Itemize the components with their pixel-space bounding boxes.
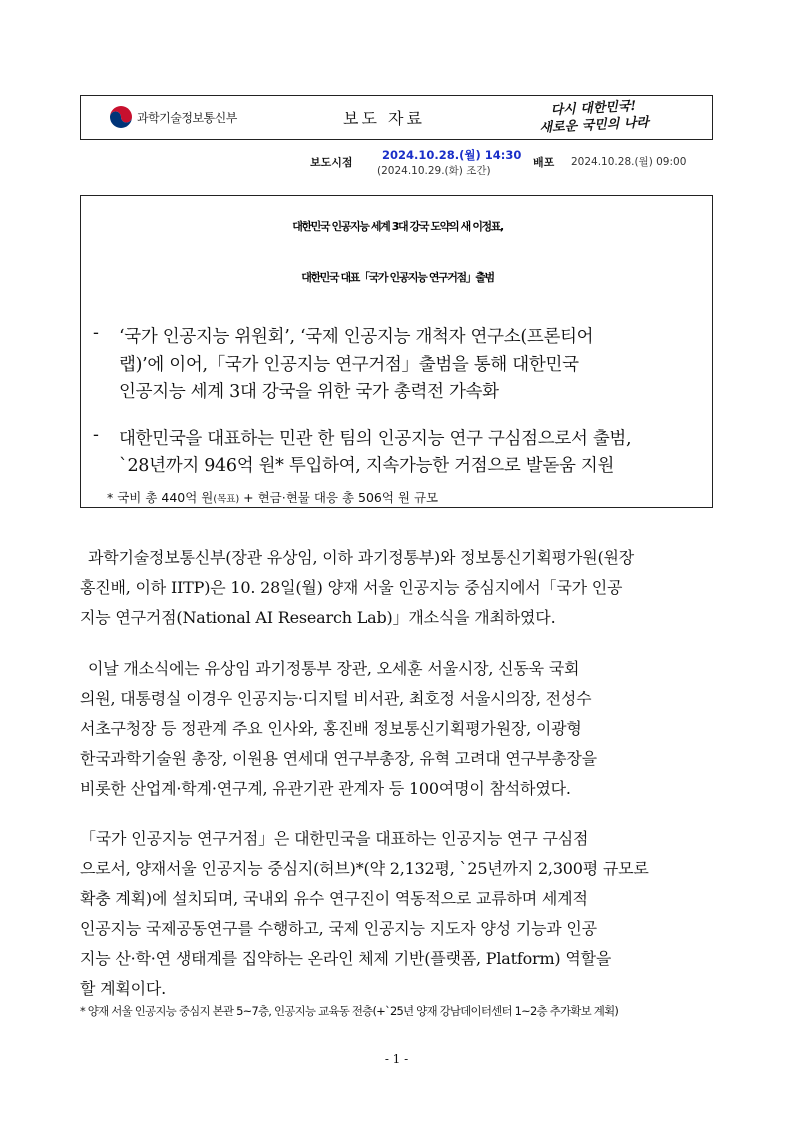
para3-line-4: 인공지능 국제공동연구를 수행하고, 국제 인공지능 지도자 양성 기능과 인공 <box>80 919 597 938</box>
body-footnote: * 양재 서울 인공지능 중심지 본관 5~7층, 인공지능 교육동 전층(+`25년 양재 강남데이터센터 1~2층 추가확보 계획) <box>80 1004 619 1018</box>
headline-title-line-1: 대한민국 인공지능 세계 3대 강국 도약의 새 이정표, <box>292 220 503 233</box>
bullet-marker: - <box>93 425 99 445</box>
doc-type-label: 보도 자료 <box>343 109 425 128</box>
page-number: - 1 - <box>384 1052 409 1066</box>
ministry-name: 과학기술정보통신부 <box>137 111 237 125</box>
bullet-1-line-1: ‘국가 인공지능 위원회’, ‘국제 인공지능 개척자 연구소(프론티어 <box>119 327 594 347</box>
headline-footnote <box>107 488 438 506</box>
para2-line-5: 비롯한 산업계·학계·연구계, 유관기관 관계자 등 100여명이 참석하였다. <box>80 779 571 798</box>
distribution-datetime: 2024.10.28.(월) 09:00 <box>571 156 687 168</box>
para3-line-5: 지능 산·학·연 생태계를 집약하는 온라인 체제 기반(플랫폼, Platform) 역할을 <box>80 949 612 968</box>
para3-line-6: 할 계획이다. <box>80 979 167 998</box>
para1-line-3: 지능 연구거점(National AI Research Lab)」개소식을 개최하였다. <box>80 608 556 627</box>
headline-title-line-2: 대한민국 대표「국가 인공지능 연구거점」출범 <box>301 271 494 284</box>
para3-line-2: 으로서, 양재서울 인공지능 중심지(허브)*(약 2,132평, `25년까지 2,300평 규모로 <box>80 859 649 878</box>
release-label: 보도시점 <box>310 156 353 169</box>
bullet-1-line-3: 인공지능 세계 3대 강국을 위한 국가 총력전 가속화 <box>119 382 499 402</box>
footnote-prefix: * 국비 총 440억 원 <box>107 490 214 505</box>
para2-line-1: 이날 개소식에는 유상임 과기정통부 장관, 오세훈 서울시장, 신동욱 국회 <box>88 659 580 678</box>
slogan-line-2: 새로운 국민의 나라 <box>539 115 650 136</box>
bullet-2-line-1: 대한민국을 대표하는 민관 한 팀의 인공지능 연구 구심점으로서 출범, <box>119 429 632 449</box>
header-box <box>80 95 713 140</box>
bullet-1-line-2: 랩)’에 이어,「국가 인공지능 연구거점」출범을 통해 대한민국 <box>119 355 579 375</box>
release-sub: (2024.10.29.(화) 조간) <box>377 165 491 177</box>
bullet-2-line-2: `28년까지 946억 원* 투입하여, 지속가능한 거점으로 발돋움 지원 <box>119 456 615 476</box>
para2-line-3: 서초구청장 등 정관계 주요 인사와, 홍진배 정보통신기획평가원장, 이광형 <box>80 719 582 738</box>
para1-line-1: 과학기술정보통신부(장관 유상임, 이하 과기정통부)와 정보통신기획평가원(원장 <box>88 548 635 567</box>
ministry-logo-icon <box>109 105 133 129</box>
para3-line-1: 「국가 인공지능 연구거점」은 대한민국을 대표하는 인공지능 연구 구심점 <box>80 829 589 848</box>
para1-line-2: 홍진배, 이하 IITP)은 10. 28일(월) 양재 서울 인공지능 중심지에서「국가 인공 <box>80 578 623 597</box>
para2-line-4: 한국과학기술원 총장, 이원용 연세대 연구부총장, 유혁 고려대 연구부총장을 <box>80 749 597 768</box>
slogan-line-1: 다시 대한민국! <box>550 98 637 119</box>
para3-line-3: 확충 계획)에 설치되며, 국내외 유수 연구진이 역동적으로 교류하며 세계적 <box>80 889 588 908</box>
bullet-marker: - <box>93 323 99 343</box>
distribution-label: 배포 <box>533 156 555 169</box>
slogan <box>528 95 700 138</box>
footnote-suffix: + 현금·현물 대응 총 506억 원 규모 <box>239 490 439 505</box>
headline-box <box>80 195 713 508</box>
release-datetime: 2024.10.28.(월) 14:30 <box>382 148 522 162</box>
para2-line-2: 의원, 대통령실 이경우 인공지능·디지털 비서관, 최호정 서울시의장, 전성수 <box>80 689 592 708</box>
footnote-small: (목표) <box>213 494 240 505</box>
